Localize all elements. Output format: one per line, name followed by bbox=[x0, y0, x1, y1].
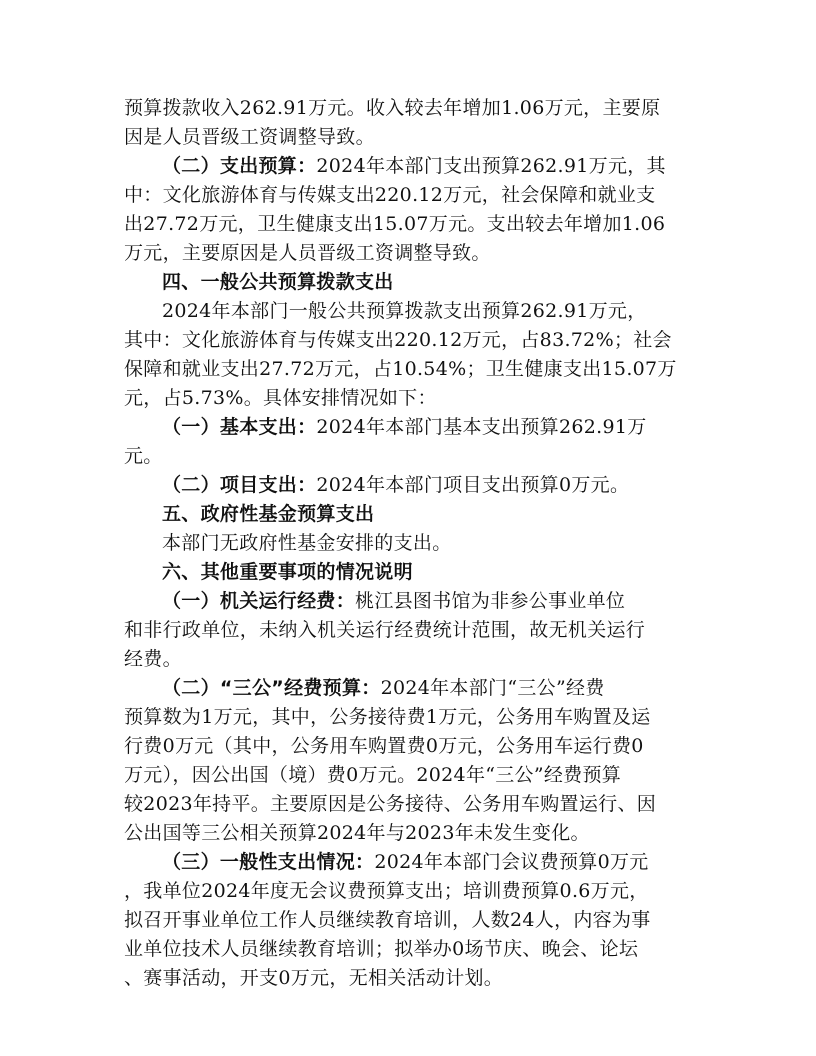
paragraph-line bbox=[162, 155, 666, 177]
subheading-label: （一）基本支出： bbox=[162, 416, 317, 438]
paragraph-line bbox=[162, 474, 629, 496]
paragraph-line: 万元，主要原因是人员晋级工资调整导致。 bbox=[124, 242, 491, 264]
paragraph-line: 2024年本部门一般公共预算拨款支出预算262.91万元， bbox=[162, 300, 647, 322]
subheading-label: （一）机关运行经费： bbox=[162, 590, 356, 612]
subheading-label: （二）项目支出： bbox=[162, 474, 317, 496]
section-heading: 五、政府性基金预算支出 bbox=[162, 503, 375, 525]
paragraph-line bbox=[162, 416, 647, 438]
paragraph-line: 预算拨款收入262.91万元。收入较去年增加1.06万元，主要原 bbox=[124, 97, 661, 119]
section-heading: 四、一般公共预算拨款支出 bbox=[162, 271, 394, 293]
paragraph-line: 其中：文化旅游体育与传媒支出220.12万元，占83.72%；社会 bbox=[124, 329, 672, 351]
paragraph-text: 2024年本部门项目支出预算0万元。 bbox=[316, 474, 630, 496]
section-heading: 六、其他重要事项的情况说明 bbox=[162, 561, 413, 583]
paragraph-text: 桃江县图书馆为非参公事业单位 bbox=[355, 590, 626, 612]
paragraph-line: 公出国等三公相关预算2024年与2023年未发生变化。 bbox=[124, 822, 590, 844]
paragraph-line: ，我单位2024年度无会议费预算支出；培训费预算0.6万元， bbox=[124, 880, 649, 902]
paragraph-line: 万元），因公出国（境）费0万元。2024年“三公”经费预算 bbox=[124, 764, 622, 786]
paragraph-line: 较2023年持平。主要原因是公务接待、公务用车购置运行、因 bbox=[124, 793, 657, 815]
paragraph-line: 拟召开事业单位工作人员继续教育培训，人数24人，内容为事 bbox=[124, 909, 651, 931]
paragraph-line bbox=[162, 677, 605, 699]
paragraph-text: 2024年本部门基本支出预算262.91万 bbox=[316, 416, 647, 438]
paragraph-line: 预算数为1万元，其中，公务接待费1万元，公务用车购置及运 bbox=[124, 706, 651, 728]
paragraph-line: 经费。 bbox=[124, 648, 182, 670]
paragraph-line: 、赛事活动，开支0万元，无相关活动计划。 bbox=[124, 967, 504, 989]
paragraph-line: 业单位技术人员继续教育培训；拟举办0场节庆、晚会、论坛 bbox=[124, 938, 639, 960]
subheading-label: （三）一般性支出情况： bbox=[162, 851, 375, 873]
paragraph-line: 和非行政单位，未纳入机关运行经费统计范围，故无机关运行 bbox=[124, 619, 646, 641]
paragraph-line: 元，占5.73%。具体安排情况如下： bbox=[124, 387, 437, 409]
paragraph-text: 2024年本部门会议费预算0万元 bbox=[374, 851, 649, 873]
paragraph-line: 元。 bbox=[124, 445, 163, 467]
subheading-label: （二）“三公”经费预算： bbox=[162, 677, 381, 699]
paragraph-line: 保障和就业支出27.72万元，占10.54%；卫生健康支出15.07万 bbox=[124, 358, 677, 380]
paragraph-line: 出27.72万元，卫生健康支出15.07万元。支出较去年增加1.06 bbox=[124, 213, 666, 235]
paragraph-line bbox=[162, 590, 625, 612]
paragraph-line: 本部门无政府性基金安排的支出。 bbox=[162, 532, 452, 554]
paragraph-line: 中：文化旅游体育与传媒支出220.12万元，社会保障和就业支 bbox=[124, 184, 656, 206]
subheading-label: （二）支出预算： bbox=[162, 155, 317, 177]
paragraph-text: 2024年本部门“三公”经费 bbox=[380, 677, 605, 699]
paragraph-line bbox=[162, 851, 649, 873]
paragraph-line: 行费0万元（其中，公务用车购置费0万元，公务用车运行费0 bbox=[124, 735, 644, 757]
paragraph-line: 因是人员晋级工资调整导致。 bbox=[124, 126, 375, 148]
paragraph-text: 2024年本部门支出预算262.91万元，其 bbox=[316, 155, 666, 177]
